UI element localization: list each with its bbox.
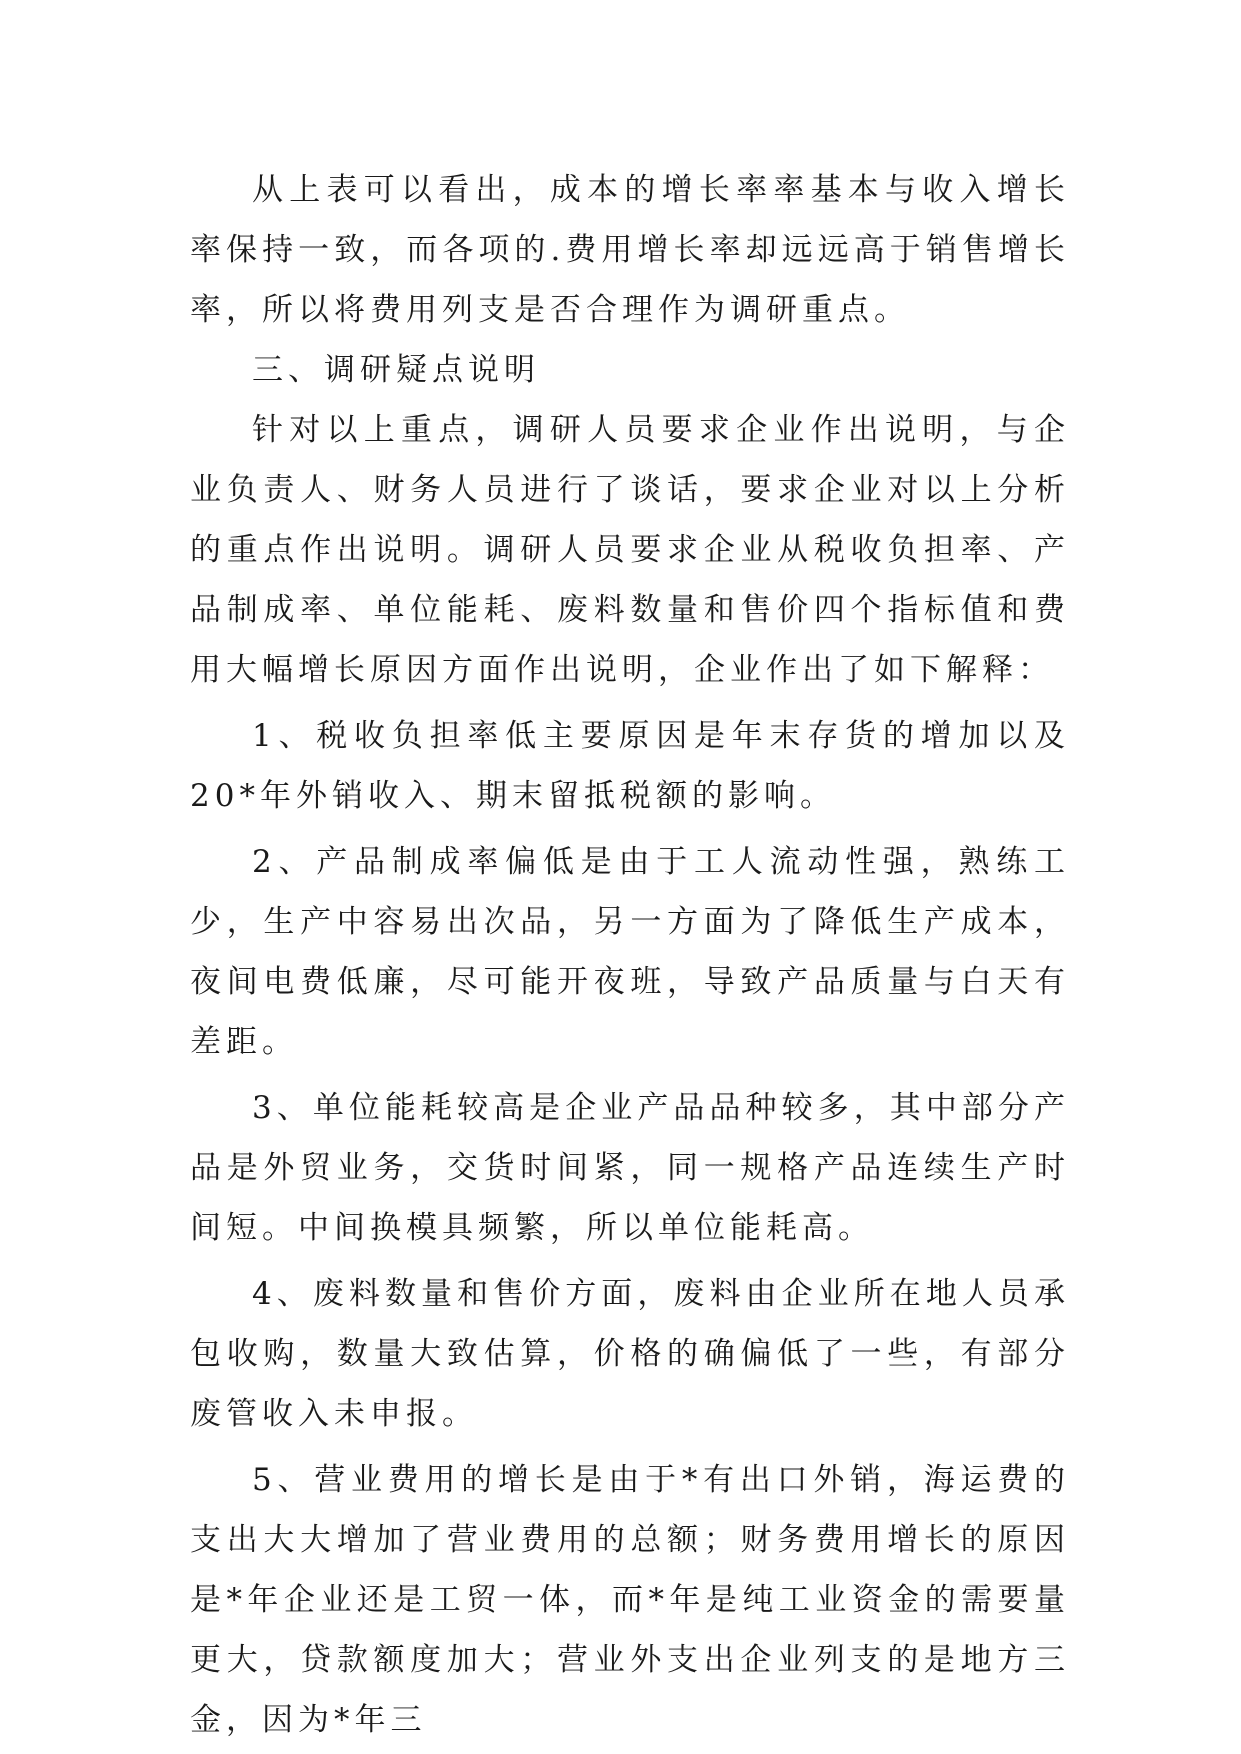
list-item-waste-material: 4、废料数量和售价方面，废料由企业所在地人员承包收购，数量大致估算，价格的确偏低了一些，有部分废管收入未申报。 [190,1276,1070,1432]
list-item-tax-burden: 1、税收负担率低主要原因是年末存货的增加以及20*年外销收入、期末留抵税额的影响。 [190,718,1070,814]
paragraph-cost-growth: 从上表可以看出，成本的增长率率基本与收入增长率保持一致，而各项的.费用增长率却远远高于销售增长率，所以将费用列支是否合理作为调研重点。 [190,172,1070,328]
section-heading-doubts: 三、调研疑点说明 [252,352,540,388]
paragraph-explanation-request: 针对以上重点，调研人员要求企业作出说明，与企业负责人、财务人员进行了谈话，要求企业对以上分析的重点作出说明。调研人员要求企业从税收负担率、产品制成率、单位能耗、废料数量和售价四个指标值和费用大幅增长原因方面作出说明，企业作出了如下解释： [190,412,1070,688]
list-item-expense-growth: 5、营业费用的增长是由于*有出口外销，海运费的支出大大增加了营业费用的总额；财务费用增长的原因是*年企业还是工贸一体，而*年是纯工业资金的需要量更大，贷款额度加大；营业外支出企业列支的是地方三金，因为*年三 [190,1462,1070,1738]
list-item-energy-consumption: 3、单位能耗较高是企业产品品种较多，其中部分产品是外贸业务，交货时间紧，同一规格产品连续生产时间短。中间换模具频繁，所以单位能耗高。 [190,1090,1070,1246]
document-body [190,160,1070,1750]
list-item-yield-rate: 2、产品制成率偏低是由于工人流动性强，熟练工少，生产中容易出次品，另一方面为了降低生产成本，夜间电费低廉，尽可能开夜班，导致产品质量与白天有差距。 [190,844,1070,1060]
